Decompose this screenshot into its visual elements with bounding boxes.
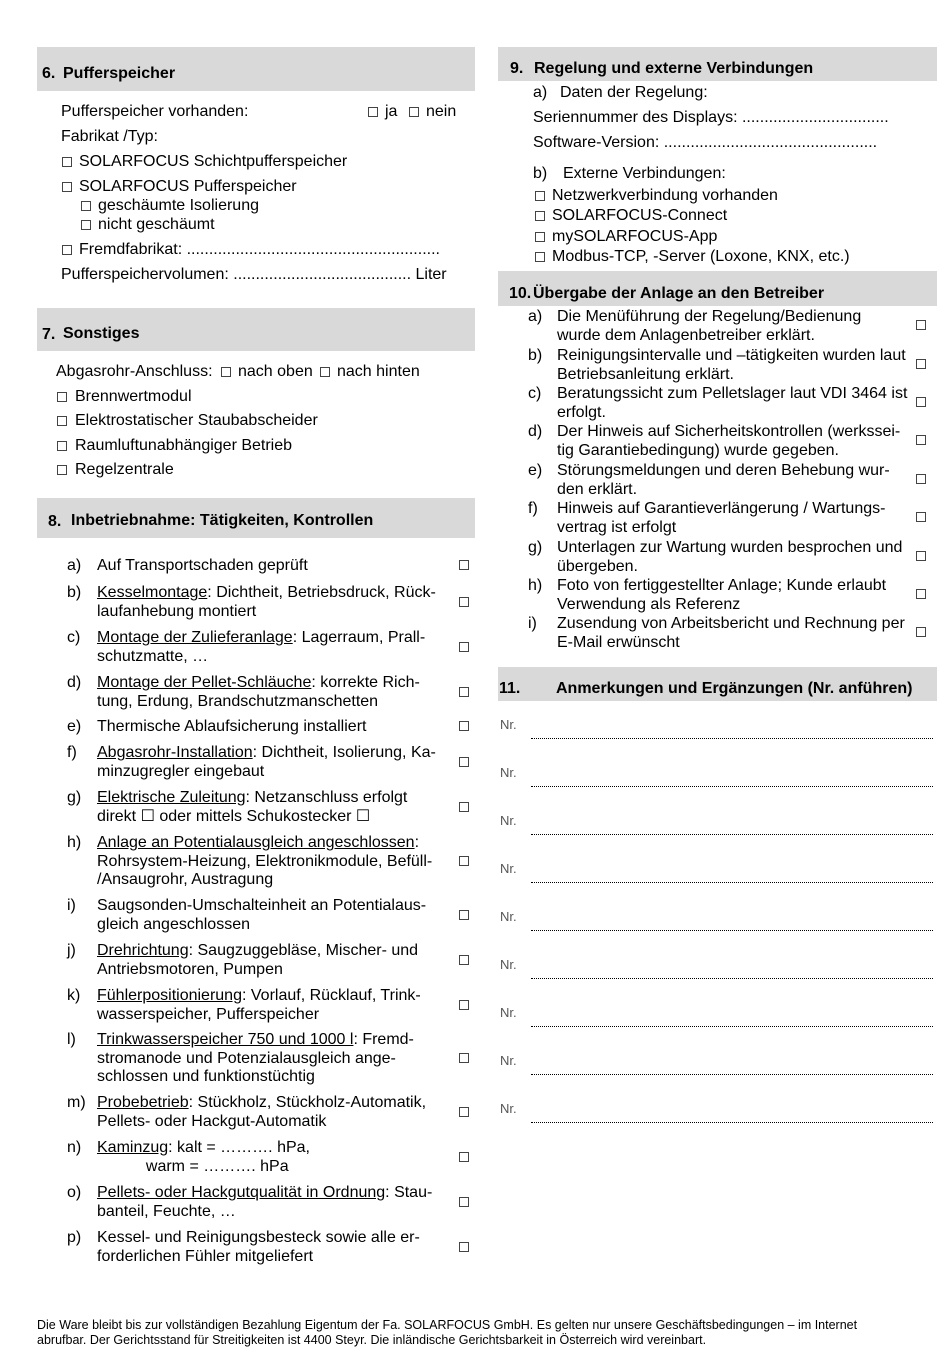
section-9-number: 9. [510,60,524,77]
uebergabe-letter: e) [528,462,543,479]
puffer-vorhanden-label: Pufferspeicher vorhanden: [61,103,249,120]
checklist-text: wasserspeicher, Pufferspeicher [97,1005,320,1023]
uebergabe-letter: g) [528,539,543,556]
section-10-title: Übergabe der Anlage an den Betreiber [533,285,825,302]
checklist-text: banteil, Feuchte, … [97,1202,236,1220]
footer-disclaimer [37,1318,917,1348]
checklist-line [97,717,366,736]
checklist-text: Pellets- oder Hackgut-Automatik [97,1112,327,1130]
checklist-letter: b) [67,584,82,601]
schichtpuffer-checkbox[interactable] [62,157,72,167]
regelung-b-letter: b) [533,165,548,182]
checklist-line [97,833,419,852]
checklist-line [97,852,432,871]
uebergabe-letter: d) [528,423,543,440]
section-6-header [37,47,475,91]
checklist-line [97,1093,426,1112]
section-11-title: Anmerkungen und Ergänzungen (Nr. anführen) [556,680,913,697]
checklist-line [97,1067,315,1086]
checklist-checkbox[interactable] [459,1152,469,1162]
uebergabe-checkbox[interactable] [916,359,926,369]
checklist-text: Antriebsmotoren, Pumpen [97,960,283,978]
sonstiges-item-label: Raumluftunabhängiger Betrieb [75,437,293,454]
checklist-line [97,896,426,915]
checklist-line [97,1202,236,1221]
checklist-letter: i) [67,897,76,914]
checklist-letter: k) [67,987,81,1004]
anmerkung-line-field[interactable] [531,978,933,979]
uebergabe-letter: a) [528,308,543,325]
uebergabe-letter: i) [528,615,537,632]
checklist-text: : Stau- [385,1184,433,1201]
uebergabe-checkbox[interactable] [916,627,926,637]
checklist-underlined-term: Montage der Pellet-Schläuche [97,674,312,691]
abgas-hinten-label: nach hinten [337,363,420,380]
uebergabe-line: übergeben. [557,557,638,575]
uebergabe-line: vertrag ist erfolgt [557,518,677,536]
checklist-text: : Dichtheit, Betriebsdruck, Rück- [207,584,436,601]
checklist-checkbox[interactable] [459,1197,469,1207]
puffer-ja-label: ja [385,103,398,120]
checklist-letter: l) [67,1031,76,1048]
checklist-line [97,692,378,711]
section-8-number: 8. [48,513,62,530]
checklist-underlined-term: Kaminzug [97,1139,169,1156]
checklist-line [97,941,418,960]
pufferspeicher-checkbox[interactable] [62,182,72,192]
checklist-line [97,1005,319,1024]
uebergabe-line: Beratungssicht zum Pelletslager laut VDI 3464 ist [557,385,908,402]
checklist-checkbox[interactable] [459,856,469,866]
uebergabe-line: Störungsmeldungen und deren Behebung wur- [557,462,890,479]
checklist-text: stromanode und Potenzialausgleich ange- [97,1049,396,1067]
checklist-letter: n) [67,1139,82,1156]
checklist-checkbox[interactable] [459,642,469,652]
uebergabe-line: Reinigungsintervalle und –tätigkeiten wurden laut [557,347,906,364]
puffer-nein-label: nein [426,103,457,120]
checklist-text: minzugregler eingebaut [97,762,265,780]
section-6-title: Pufferspeicher [63,65,176,82]
sonstiges-item-label: Brennwertmodul [75,388,192,405]
checklist-checkbox[interactable] [459,560,469,570]
anmerkung-line-field[interactable] [531,786,933,787]
uebergabe-letter: b) [528,347,543,364]
geschaeumt-checkbox[interactable] [81,201,91,211]
anmerkung-nr-label: Nr. [500,1101,517,1116]
checklist-letter: e) [67,718,82,735]
uebergabe-checkbox[interactable] [916,474,926,484]
abgas-label: Abgasrohr-Anschluss: [56,363,213,380]
section-10-header [498,271,937,306]
verbindung-checkbox[interactable] [535,232,545,242]
fremdfabrikat-checkbox[interactable] [62,245,72,255]
checklist-letter: a) [67,557,82,574]
checklist-text: Thermische Ablaufsicherung installiert [97,718,367,735]
uebergabe-letter: h) [528,577,543,594]
uebergabe-checkbox[interactable] [916,512,926,522]
anmerkung-nr-label: Nr. [500,957,517,972]
checklist-text: : Netzanschluss erfolgt [245,789,408,806]
geschaeumt-label: geschäumte Isolierung [98,197,259,214]
checklist-letter: d) [67,674,82,691]
uebergabe-line: erfolgt. [557,403,606,421]
checklist-underlined-term: Drehrichtung [97,942,189,959]
checklist-text: : Vorlauf, Rücklauf, Trink- [241,987,421,1004]
checklist-text: : Saugzuggebläse, Mischer- und [188,942,419,959]
abgas-oben-label: nach oben [238,363,313,380]
checklist-underlined-term: Pellets- oder Hackgutqualität in Ordnung [97,1184,386,1201]
checklist-text: : Stückholz, Stückholz-Automatik, [188,1094,427,1111]
uebergabe-letter: c) [528,385,542,402]
anmerkung-nr-label: Nr. [500,1053,517,1068]
checklist-checkbox[interactable] [459,597,469,607]
checklist-line [97,762,264,781]
anmerkung-nr-label: Nr. [500,813,517,828]
checklist-checkbox[interactable] [459,1107,469,1117]
checklist-underlined-term: Elektrische Zuleitung [97,789,246,806]
verbindung-label: Netzwerkverbindung vorhanden [552,187,778,204]
checklist-line [97,807,370,826]
anmerkung-nr-label: Nr. [500,765,517,780]
sonstiges-checkbox[interactable] [57,392,67,402]
section-8-header [37,498,475,538]
uebergabe-line: Verwendung als Referenz [557,595,741,613]
checklist-line [97,1112,326,1131]
checklist-line [97,1138,310,1157]
sonstiges-item-label: Elektrostatischer Staubabscheider [75,412,318,429]
checklist-text: Saugsonden-Umschalteinheit an Potentialaus- [97,897,427,914]
checklist-text: : Dichtheit, Isolierung, Ka- [252,744,436,761]
sonstiges-checkbox[interactable] [57,416,67,426]
anmerkung-nr-label: Nr. [500,717,517,732]
anmerkung-nr-label: Nr. [500,861,517,876]
checklist-underlined-term: Kesselmontage [97,584,208,601]
checklist-underlined-term: Abgasrohr-Installation [97,744,253,761]
checklist-line [97,1157,289,1176]
checklist-text: : korrekte Rich- [311,674,420,691]
checklist-checkbox[interactable] [459,802,469,812]
checklist-line [97,628,425,647]
abgas-oben-checkbox[interactable] [221,367,231,377]
checklist-underlined-term: Anlage an Potentialausgleich angeschlossen [97,834,415,851]
checklist-text: forderlichen Fühler mitgeliefert [97,1247,314,1265]
anmerkung-nr-label: Nr. [500,1005,517,1020]
checklist-line [97,915,250,934]
checklist-line [97,602,256,621]
checklist-line [97,673,420,692]
section-9-title: Regelung und externe Verbindungen [534,60,814,77]
uebergabe-line: wurde dem Anlagenbetreiber erklärt. [557,326,815,344]
uebergabe-line: Foto von fertiggestellter Anlage; Kunde erlaubt [557,577,887,594]
uebergabe-checkbox[interactable] [916,551,926,561]
section-9-header [498,47,937,81]
checklist-text: schutzmatte, … [97,647,209,665]
checklist-text: schlossen und funktionstüchtig [97,1068,315,1085]
checklist-letter: g) [67,789,82,806]
verbindung-checkbox[interactable] [535,211,545,221]
puffer-nein-checkbox[interactable] [409,107,419,117]
seriennummer-field[interactable]: Seriennummer des Displays: ................................. [533,109,889,126]
section-7-number: 7. [42,326,56,343]
checklist-underlined-term: Montage der Zulieferanlage [97,629,293,646]
software-version-field[interactable]: Software-Version: ................................................ [533,134,878,151]
checklist-line [97,743,436,762]
uebergabe-checkbox[interactable] [916,589,926,599]
checklist-line [97,1049,396,1068]
nicht-geschaeumt-label: nicht geschäumt [98,216,215,233]
section-10-number: 10. [509,285,532,302]
checklist-text: laufanhebung montiert [97,602,257,620]
checklist-line [97,986,421,1005]
checklist-line [97,1228,420,1247]
checklist-checkbox[interactable] [459,687,469,697]
uebergabe-line: Zusendung von Arbeitsbericht und Rechnung per [557,615,905,632]
checklist-letter: f) [67,744,77,761]
regelung-daten-label: Daten der Regelung: [560,84,708,101]
checklist-line [97,556,308,575]
checklist-underlined-term: Probebetrieb [97,1094,189,1111]
checklist-text: tung, Erdung, Brandschutzmanschetten [97,692,379,710]
checklist-checkbox[interactable] [459,1000,469,1010]
externe-verbindungen-label: Externe Verbindungen: [563,165,726,182]
checklist-text: : Fremd- [353,1031,414,1048]
uebergabe-line: Betriebsanleitung erklärt. [557,365,734,383]
verbindung-label: Modbus-TCP, -Server (Loxone, KNX, etc.) [552,248,850,265]
section-11-number: 11. [499,680,521,697]
checklist-letter: p) [67,1229,82,1246]
checklist-text: Rohrsystem-Heizung, Elektronikmodule, Befüll- [97,852,433,870]
checklist-text: : kalt = ………. hPa, [168,1139,310,1156]
uebergabe-letter: f) [528,500,538,517]
checklist-text: Auf Transportschaden geprüft [97,557,308,574]
anmerkung-line-field[interactable] [531,882,933,883]
uebergabe-line: E-Mail erwünscht [557,633,680,651]
checklist-checkbox[interactable] [459,910,469,920]
footer-line-2: abrufbar. Der Gerichtsstand für Streitigkeiten ist 4400 Steyr. Die inländische Gerichtsbarkeit in Österreich wird vereinbart. [37,1333,707,1347]
checklist-checkbox[interactable] [459,757,469,767]
checklist-checkbox[interactable] [459,1242,469,1252]
schichtpuffer-label: SOLARFOCUS Schichtpufferspeicher [79,153,348,170]
checklist-underlined-term: Fühlerpositionierung [97,987,242,1004]
sonstiges-checkbox[interactable] [57,441,67,451]
anmerkung-line-field[interactable] [531,834,933,835]
checklist-line [97,1030,414,1049]
checklist-line [97,960,283,979]
section-7-title: Sonstiges [63,325,140,342]
uebergabe-line: Unterlagen zur Wartung wurden besprochen und [557,539,903,556]
checklist-letter: h) [67,834,82,851]
section-7-header [37,308,475,351]
fremdfabrikat-field[interactable]: Fremdfabrikat: ......................................................... [79,241,440,258]
checklist-text: /Ansaugrohr, Austragung [97,871,274,888]
footer-line-1: Die Ware bleibt bis zur vollständigen Bezahlung Eigentum der Fa. SOLARFOCUS GmbH. Es gelten nur unsere Geschäftsbedingungen – im Internet [37,1318,858,1332]
checklist-line [97,788,407,807]
checklist-checkbox[interactable] [459,721,469,731]
checklist-text: Kessel- und Reinigungsbesteck sowie alle er- [97,1229,420,1246]
checklist-checkbox[interactable] [459,1053,469,1063]
checklist-letter: o) [67,1184,82,1201]
uebergabe-line: den erklärt. [557,480,638,498]
uebergabe-line: Der Hinweis auf Sicherheitskontrollen (werkssei- [557,423,901,440]
checklist-text: direkt ☐ oder mittels Schukostecker ☐ [97,807,371,825]
anmerkung-nr-label: Nr. [500,909,517,924]
checklist-checkbox[interactable] [459,955,469,965]
puffervolumen-field[interactable]: Pufferspeichervolumen: ........................................ Liter [61,266,447,283]
checklist-text: warm = ………. hPa [97,1157,289,1175]
anmerkung-line-field[interactable] [531,1122,933,1123]
abgas-hinten-checkbox[interactable] [320,367,330,377]
uebergabe-line: Die Menüführung der Regelung/Bedienung [557,308,862,325]
uebergabe-line: Hinweis auf Garantieverlängerung / Wartungs- [557,500,886,517]
checklist-letter: j) [67,942,76,959]
checklist-text: gleich angeschlossen [97,915,250,933]
uebergabe-checkbox[interactable] [916,397,926,407]
checklist-text: : Lagerraum, Prall- [292,629,426,646]
regelung-a-letter: a) [533,84,548,101]
anmerkung-line-field[interactable] [531,930,933,931]
section-8-title: Inbetriebnahme: Tätigkeiten, Kontrollen [71,512,374,529]
verbindung-checkbox[interactable] [535,191,545,201]
anmerkung-line-field[interactable] [531,1026,933,1027]
verbindung-label: SOLARFOCUS-Connect [552,207,728,224]
verbindung-checkbox[interactable] [535,252,545,262]
checklist-text: : [414,834,420,851]
uebergabe-checkbox[interactable] [916,435,926,445]
checklist-letter: c) [67,629,81,646]
sonstiges-checkbox[interactable] [57,465,67,475]
section-6-number: 6. [42,65,56,82]
nicht-geschaeumt-checkbox[interactable] [81,220,91,230]
checklist-line [97,870,273,889]
fabrikat-label: Fabrikat /Typ: [61,128,158,145]
checklist-line [97,1183,432,1202]
sonstiges-item-label: Regelzentrale [75,461,174,478]
checklist-letter: m) [67,1094,86,1111]
uebergabe-line: tig Garantiebedingung) wurde gegeben. [557,441,839,459]
anmerkung-line-field[interactable] [531,1074,933,1075]
uebergabe-checkbox[interactable] [916,320,926,330]
pufferspeicher-label: SOLARFOCUS Pufferspeicher [79,178,297,195]
checklist-underlined-term: Trinkwasserspeicher 750 und 1000 l [97,1031,354,1048]
verbindung-label: mySOLARFOCUS-App [552,228,718,245]
section-11-header [498,667,937,701]
checklist-line [97,583,436,602]
puffer-ja-checkbox[interactable] [368,107,378,117]
checklist-line [97,647,208,666]
anmerkung-line-field[interactable] [531,738,933,739]
checklist-line [97,1247,313,1266]
